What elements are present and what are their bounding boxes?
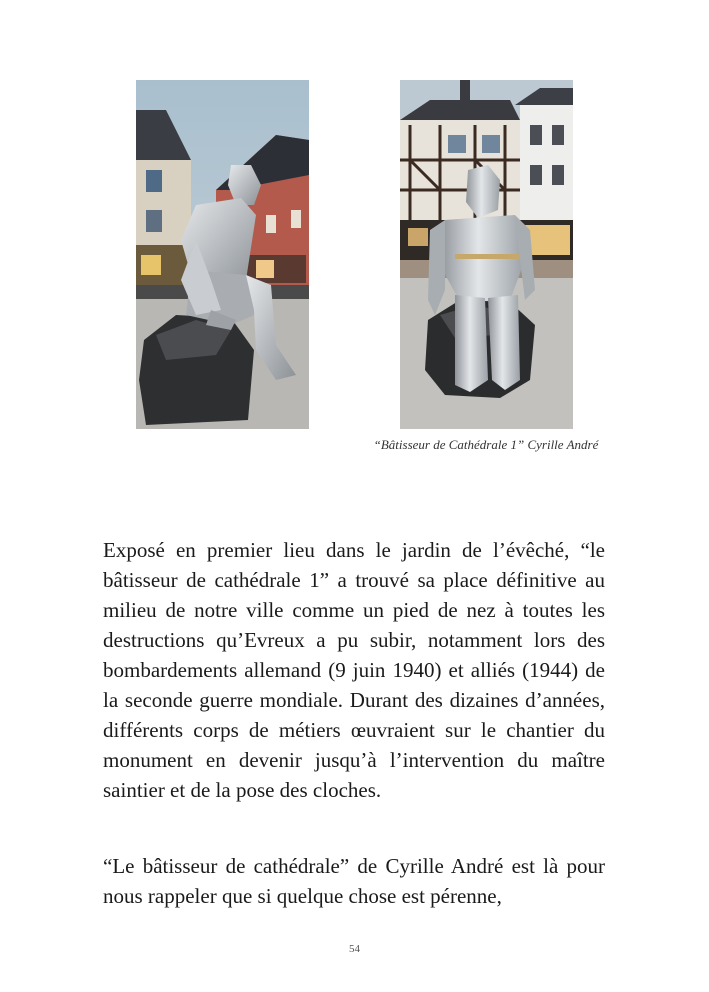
body-paragraph: Exposé en premier lieu dans le jardin de l’évêché, “le bâtisseur de cathédrale 1” a trouvé sa place définitive au milieu de notre ville comme un pied de nez à toutes les destructions qu’Evreux a pu subir, notamment lors des bombardements allemand (9 juin 1940) et alliés (1944) de la seconde guerre mondiale. Durant des dizaines d’années, différents corps de métiers œuvraient sur le chantier du monument en devenir jusqu’à l’intervention du maître saintier et de la pose des cloches.: [103, 538, 605, 802]
statue-photo-front: [400, 80, 573, 429]
figure-caption: “Bâtisseur de Cathédrale 1” Cyrille André: [373, 437, 599, 452]
statue-side-image: [136, 80, 309, 429]
statue-front-image: [400, 80, 573, 429]
page-number: 54: [349, 943, 360, 955]
body-paragraph: “Le bâtisseur de cathédrale” de Cyrille André est là pour nous rappeler que si quelque chose est pérenne,: [103, 854, 605, 908]
statue-photo-side: [136, 80, 309, 429]
